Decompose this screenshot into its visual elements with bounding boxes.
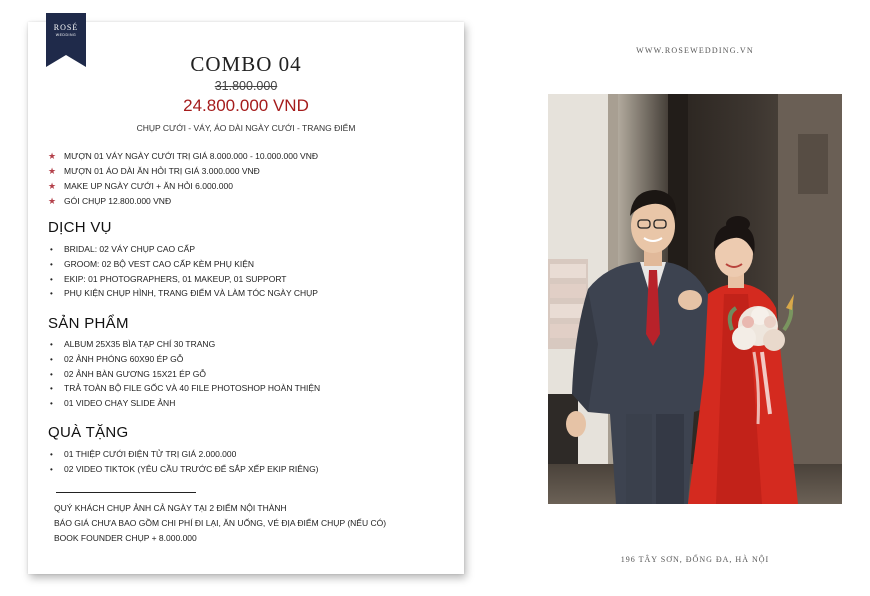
list-item: [50, 337, 320, 352]
couple-photo: [548, 94, 842, 504]
couple-photo-illustration: [548, 94, 842, 504]
highlight-text: MƯỢN 01 VÁY NGÀY CƯỚI TRỊ GIÁ 8.000.000 - 10.000.000 VNĐ: [64, 151, 318, 161]
list-item-text: EKIP: 01 PHOTOGRAPHERS, 01 MAKEUP, 01 SUPPORT: [64, 273, 287, 284]
list-item-text: GROOM: 02 BỘ VEST CAO CẤP KÈM PHỤ KIỆN: [64, 258, 255, 269]
bullet-icon: •: [50, 384, 53, 394]
old-price: 31.800.000: [214, 79, 278, 93]
bullet-icon: •: [50, 399, 53, 409]
bullet-icon: •: [50, 450, 53, 459]
highlight-item: [48, 194, 318, 209]
list-item-text: 01 THIỆP CƯỚI ĐIỆN TỬ TRỊ GIÁ 2.000.000: [64, 449, 237, 459]
list-item: [50, 272, 318, 287]
bullet-icon: •: [50, 259, 53, 269]
list-item: [50, 242, 318, 257]
note-line: BÁO GIÁ CHƯA BAO GỒM CHI PHÍ ĐI LẠI, ĂN UỐNG, VÉ ĐỊA ĐIỂM CHỤP (NẾU CÓ): [54, 517, 387, 528]
list-item-text: BRIDAL: 02 VÁY CHỤP CAO CẤP: [64, 244, 196, 254]
list-item-text: 02 VIDEO TIKTOK (YÊU CẦU TRƯỚC ĐỂ SẮP XẾP EKIP RIÊNG): [64, 463, 319, 474]
list-item: [50, 286, 318, 301]
brand-logo: [46, 13, 86, 67]
star-icon: ★: [48, 196, 57, 206]
new-price: 24.800.000 VND: [183, 96, 309, 115]
bullet-icon: •: [50, 245, 53, 254]
highlight-item: [48, 164, 318, 179]
bullet-icon: •: [50, 464, 53, 474]
list-item-text: 02 ẢNH PHÓNG 60X90 ÉP GỖ: [64, 353, 184, 364]
bullet-icon: •: [50, 369, 53, 379]
list-item: [50, 381, 320, 396]
website-url: WWW.ROSEWEDDING.VN: [636, 46, 754, 55]
list-item-text: PHỤ KIỆN CHỤP HÌNH, TRANG ĐIỂM VÀ LÀM TÓC NGÀY CHỤP: [64, 288, 318, 299]
highlight-text: GÓI CHỤP 12.800.000 VNĐ: [64, 196, 172, 206]
package-title: COMBO 04: [190, 52, 302, 76]
products-heading: SẢN PHẨM: [48, 315, 129, 332]
star-icon: ★: [48, 181, 57, 191]
products-list: [50, 337, 320, 411]
bullet-icon: •: [50, 354, 53, 364]
list-item-text: 02 ẢNH BÀN GƯƠNG 15X21 ÉP GỖ: [64, 368, 206, 379]
package-subtitle: CHỤP CƯỚI - VÁY, ÁO DÀI NGÀY CƯỚI - TRANG ĐIỂM: [136, 123, 356, 133]
studio-address: 196 TÂY SƠN, ĐỐNG ĐA, HÀ NỘI: [620, 555, 770, 564]
list-item: [50, 396, 320, 411]
note-line: BOOK FOUNDER CHỤP + 8.000.000: [54, 532, 197, 543]
services-list: [50, 242, 318, 301]
notes-block: [54, 501, 386, 545]
list-item-text: ALBUM 25X35 BÌA TẠP CHÍ 30 TRANG: [64, 339, 216, 349]
list-item: [50, 462, 319, 477]
highlight-text: MAKE UP NGÀY CƯỚI + ĂN HỎI 6.000.000: [64, 181, 233, 191]
list-item: [50, 447, 319, 462]
highlight-list: [48, 149, 318, 209]
logo-ribbon-shape: [46, 13, 86, 67]
star-icon: ★: [48, 166, 57, 176]
divider: [56, 492, 196, 493]
note-line: QUÝ KHÁCH CHỤP ẢNH CẢ NGÀY TẠI 2 ĐIỂM NỘI THÀNH: [54, 503, 287, 513]
highlight-text: MƯỢN 01 ÁO DÀI ĂN HỎI TRỊ GIÁ 3.000.000 VNĐ: [64, 166, 260, 176]
list-item-text: TRẢ TOÀN BỘ FILE GỐC VÀ 40 FILE PHOTOSHOP HOÀN THIỆN: [64, 383, 321, 394]
list-item-text: 01 VIDEO CHẠY SLIDE ẢNH: [64, 398, 176, 409]
bullet-icon: •: [50, 274, 53, 284]
star-icon: ★: [48, 151, 57, 161]
logo-subtext: WEDDING: [55, 33, 77, 37]
services-heading: DỊCH VỤ: [48, 219, 112, 236]
gifts-heading: QUÀ TẶNG: [48, 424, 129, 441]
list-item: [50, 367, 320, 382]
highlight-item: [48, 149, 318, 164]
list-item: [50, 352, 320, 367]
list-item: [50, 257, 318, 272]
logo-text: ROSÉ: [53, 23, 79, 32]
gifts-list: [50, 447, 319, 477]
bullet-icon: •: [50, 289, 53, 299]
price-card: [28, 22, 464, 574]
bullet-icon: •: [50, 340, 53, 349]
highlight-item: [48, 179, 318, 194]
